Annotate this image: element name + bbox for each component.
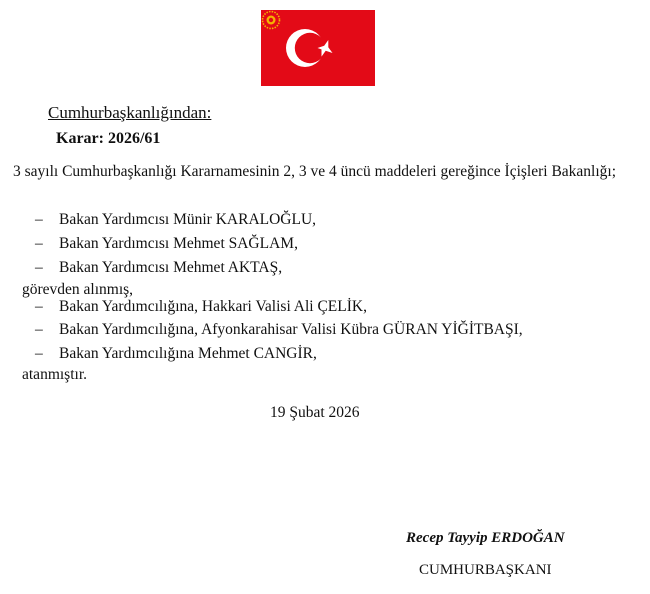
- appointed-note: atanmıştır.: [22, 366, 88, 383]
- appointed-item-text: Bakan Yardımcılığına, Afyonkarahisar Valisi Kübra GÜRAN YİĞİTBAŞI,: [59, 321, 523, 338]
- issuer-heading: Cumhurbaşkanlığından:: [48, 103, 212, 122]
- decision-number: Karar: 2026/61: [56, 130, 161, 147]
- removed-item-text: Bakan Yardımcısı Mehmet AKTAŞ,: [59, 259, 283, 276]
- dash-marker: –: [35, 259, 43, 276]
- removed-item-text: Bakan Yardımcısı Münir KARALOĞLU,: [59, 211, 317, 228]
- document-date: 19 Şubat 2026: [270, 404, 360, 421]
- list-item: [35, 235, 298, 253]
- dash-marker: –: [35, 298, 43, 315]
- appointed-item-text: Bakan Yardımcılığına, Hakkari Valisi Ali ÇELİK,: [59, 298, 367, 315]
- dash-marker: –: [35, 345, 43, 362]
- dash-marker: –: [35, 211, 43, 228]
- dash-marker: –: [35, 235, 43, 252]
- list-item: [35, 259, 282, 277]
- removed-item-text: Bakan Yardımcısı Mehmet SAĞLAM,: [59, 235, 298, 252]
- appointed-item-text: Bakan Yardımcılığına Mehmet CANGİR,: [59, 345, 317, 362]
- turkish-flag: [261, 10, 375, 86]
- signer-name: Recep Tayyip ERDOĞAN: [406, 530, 565, 546]
- dash-marker: –: [35, 321, 43, 338]
- list-item: [35, 211, 316, 229]
- list-item: [35, 298, 367, 316]
- list-item: [35, 345, 317, 363]
- removed-note: görevden alınmış,: [22, 281, 134, 298]
- list-item: [35, 321, 523, 339]
- intro-paragraph: 3 sayılı Cumhurbaşkanlığı Kararnamesinin 2, 3 ve 4 üncü maddeleri gereğince İçişleri Bakanlığı;: [13, 163, 617, 180]
- presidential-seal-icon: [261, 10, 281, 30]
- signer-title: CUMHURBAŞKANI: [419, 562, 552, 578]
